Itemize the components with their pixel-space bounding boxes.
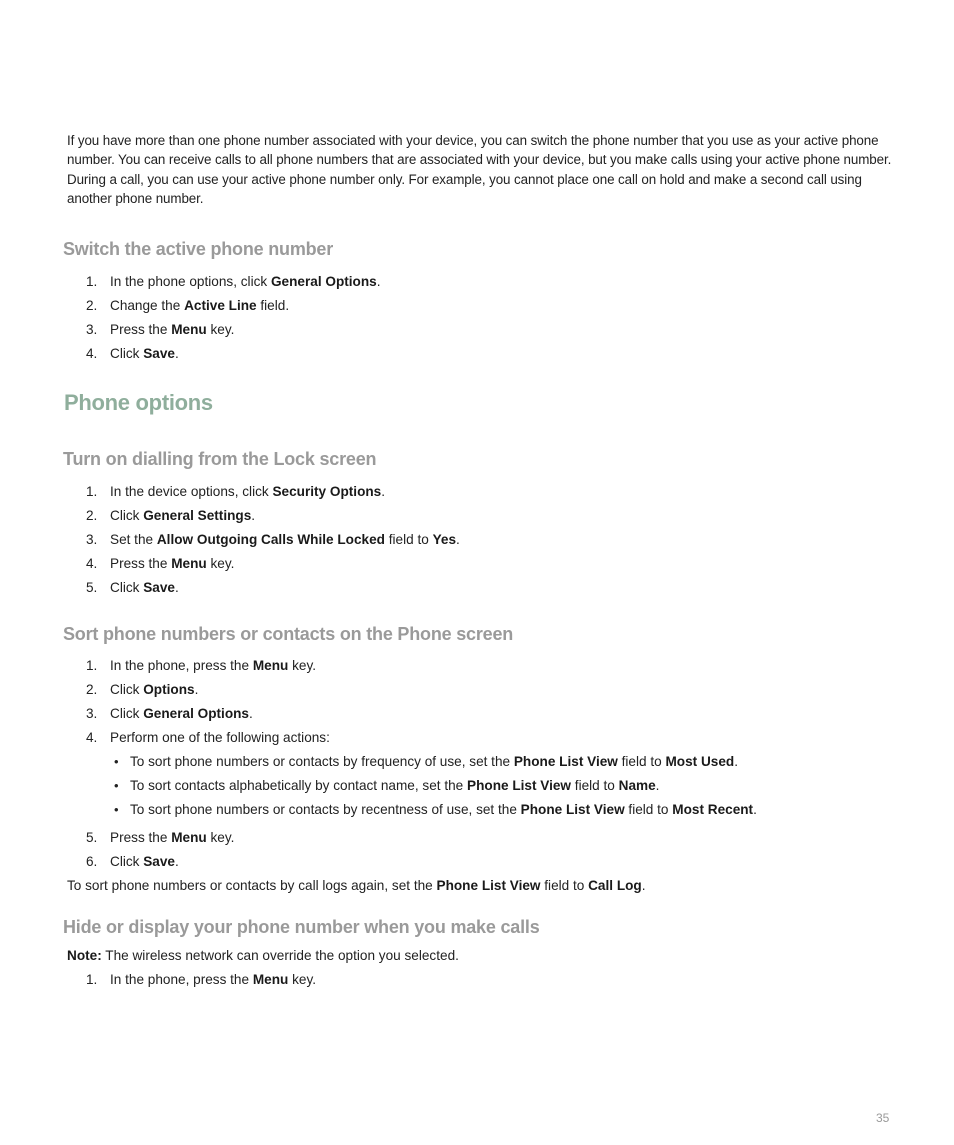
step-text: Perform one of the following actions: [110, 730, 330, 745]
step-text: In the phone options, click General Options. [110, 274, 381, 289]
step-number: 2. [86, 298, 98, 313]
step-number: 4. [86, 730, 98, 745]
bullet-text: To sort phone numbers or contacts by frequency of use, set the Phone List View field to Most Used. [130, 754, 738, 769]
step-text: Set the Allow Outgoing Calls While Locked field to Yes. [110, 532, 460, 547]
bullet-text: To sort phone numbers or contacts by recentness of use, set the Phone List View field to Most Recent. [130, 802, 757, 817]
heading-sort-phone-numbers: Sort phone numbers or contacts on the Phone screen [63, 624, 514, 644]
bullet-icon: • [114, 754, 119, 769]
page-number: 35 [876, 1111, 890, 1125]
step-number: 1. [86, 972, 98, 987]
bullet-text: To sort contacts alphabetically by contact name, set the Phone List View field to Name. [130, 778, 660, 793]
bullet-icon: • [114, 778, 119, 793]
step-text: In the phone, press the Menu key. [110, 972, 317, 987]
bullet-icon: • [114, 802, 119, 817]
step-number: 4. [86, 346, 98, 361]
intro-paragraph: If you have more than one phone number associated with your device, you can switch the phone number that you use as your active phone number. You can receive calls to all phone numbers that are associated with your device, but you make calls using your active phone number. During a call, you can use your active phone number only. For example, you cannot place one call on hold and make a second call using another phone number. [67, 133, 892, 207]
step-text: Click Save. [110, 854, 179, 869]
heading-switch-active-number: Switch the active phone number [63, 239, 334, 259]
step-number: 5. [86, 830, 98, 845]
step-text: Click Options. [110, 682, 199, 697]
step-text: In the phone, press the Menu key. [110, 658, 317, 673]
heading-phone-options: Phone options [64, 390, 213, 415]
step-number: 2. [86, 682, 98, 697]
sort-footer-text: To sort phone numbers or contacts by call logs again, set the Phone List View field to Call Log. [67, 878, 646, 893]
note-label: Note: [67, 948, 102, 963]
step-number: 2. [86, 508, 98, 523]
step-text: Press the Menu key. [110, 830, 235, 845]
step-number: 1. [86, 484, 98, 499]
step-text: Press the Menu key. [110, 556, 235, 571]
step-number: 1. [86, 274, 98, 289]
heading-hide-display-number: Hide or display your phone number when you make calls [63, 917, 540, 937]
step-number: 3. [86, 706, 98, 721]
heading-lock-screen-dialling: Turn on dialling from the Lock screen [63, 449, 377, 469]
step-number: 5. [86, 580, 98, 595]
step-text: Change the Active Line field. [110, 298, 290, 313]
step-number: 1. [86, 658, 98, 673]
step-text: In the device options, click Security Options. [110, 484, 386, 499]
step-number: 3. [86, 532, 98, 547]
step-number: 6. [86, 854, 98, 869]
step-number: 4. [86, 556, 98, 571]
step-text: Click Save. [110, 580, 179, 595]
note-text: Note: The wireless network can override the option you selected. [67, 948, 459, 963]
step-text: Click Save. [110, 346, 179, 361]
step-text: Press the Menu key. [110, 322, 235, 337]
step-text: Click General Settings. [110, 508, 256, 523]
step-text: Click General Options. [110, 706, 253, 721]
step-number: 3. [86, 322, 98, 337]
